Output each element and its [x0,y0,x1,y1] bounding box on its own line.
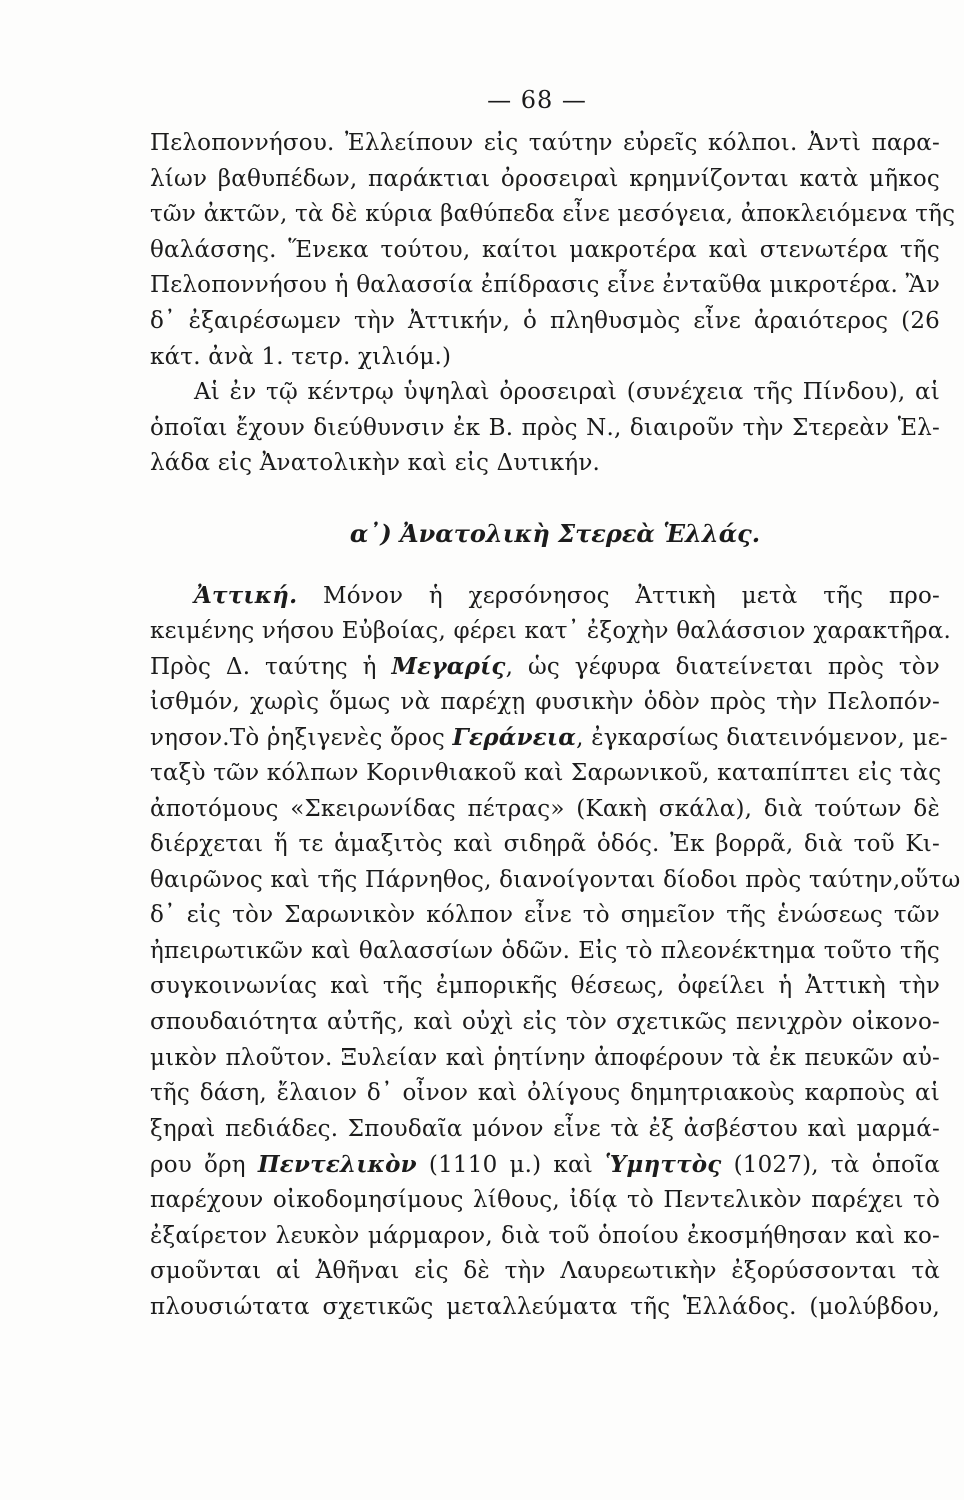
text-line: πλουσιώτατα σχετικῶς μεταλλεύματα τῆς Ἑλλάδος. (μολύβδου, [150,1293,940,1320]
text-line: ἠπειρωτικῶν καὶ θαλασσίων ὁδῶν. Εἰς τὸ πλεονέκτημα τοῦτο τῆς [150,937,940,964]
text-line: ρου ὄρη Πεντελικὸν (1110 μ.) καὶ Ὑμηττὸς (1027), τὰ ὁποῖα [150,1151,940,1179]
text-line: νησον.Τὸ ῥηξιγενὲς ὄρος Γεράνεια, ἐγκαρσίως διατεινόμενον, με- [150,724,948,752]
text-line: διέρχεται ἥ τε ἁμαξιτὸς καὶ σιδηρᾶ ὁδός. Ἐκ βορρᾶ, διὰ τοῦ Κι- [150,831,940,858]
text-line: ἀποτόμους «Σκειρωνίδας πέτρας» (Κακὴ σκάλα), διὰ τούτων δὲ [150,795,940,822]
text-line: ταξὺ τῶν κόλπων Κορινθιακοῦ καὶ Σαρωνικοῦ, καταπίπτει εἰς τὰς [150,759,942,786]
term-megaris: Μεγαρίς [391,653,506,681]
text-line: Πρὸς Δ. ταύτης ἡ Μεγαρίς, ὡς γέφυρα διατείνεται πρὸς τὸν [150,653,940,681]
text-line: κάτ. ἀνὰ 1. τετρ. χιλιόμ.) [150,343,452,370]
text-line: θαιρῶνος καὶ τῆς Πάρνηθος, διανοίγονται δίοδοι πρὸς ταύτην,οὕτω [150,866,961,893]
text-line: δ᾽ ἐξαιρέσωμεν τὴν Ἀττικήν, ὁ πληθυσμὸς εἶνε ἀραιότερος (26 [150,307,940,334]
text-line: Αἱ ἐν τῷ κέντρῳ ὑψηλαὶ ὀροσειραὶ (συνέχεια τῆς Πίνδου), αἱ [194,379,940,406]
text-line: κειμένης νήσου Εὐβοίας, φέρει κατ᾽ ἐξοχὴν θαλάσσιον χαρακτῆρα. [150,617,952,644]
text-line: θαλάσσης. Ἕνεκα τούτου, καίτοι μακροτέρα καὶ στενωτέρα τῆς [150,236,940,263]
text-line: τῶν ἀκτῶν, τὰ δὲ κύρια βαθύπεδα εἶνε μεσόγεια, ἀποκλειόμενα τῆς [150,201,956,228]
text-line: Ἀττική. Μόνον ἡ χερσόνησος Ἀττικὴ μετὰ τῆς προ- [194,581,940,609]
text-line: σμοῦνται αἱ Ἀθῆναι εἰς δὲ τὴν Λαυρεωτικὴν ἐξορύσσονται τὰ [150,1258,940,1285]
section-heading: α᾽) Ἀνατολικὴ Στερεὰ Ἑλλάς. [349,518,761,548]
text-line: λίων βαθυπέδων, παράκτιαι ὀροσειραὶ κρημνίζονται κατὰ μῆκος [150,165,940,192]
text-line: ἰσθμόν, χωρὶς ὅμως νὰ παρέχῃ φυσικὴν ὁδὸν πρὸς τὴν Πελοπόν- [150,688,940,715]
text-line: λάδα εἰς Ἀνατολικὴν καὶ εἰς Δυτικήν. [150,450,601,477]
term-pentelikon: Πεντελικὸν [257,1151,417,1179]
text-line: Πελοποννήσου ἡ θαλασσία ἐπίδρασις εἶνε ἐνταῦθα μικροτέρα. Ἂν [150,272,940,299]
text-line: μικὸν πλοῦτον. Ξυλείαν καὶ ῥητίνην ἀποφέρουν τὰ ἐκ πευκῶν αὐ- [150,1044,940,1071]
text-line: Πελοποννήσου. Ἐλλείπουν εἰς ταύτην εὐρεῖς κόλποι. Ἀντὶ παρα- [150,130,940,156]
term-attiki: Ἀττική. [194,581,298,609]
term-geraneia: Γεράνεια [452,724,577,752]
page-number: — 68 — [487,86,587,114]
body-text [150,126,961,1325]
text-line: παρέχουν οἰκοδομησίμους λίθους, ἰδίᾳ τὸ Πεντελικὸν παρέχει τὸ [150,1187,940,1214]
text-line: συγκοινωνίας καὶ τῆς ἐμπορικῆς θέσεως, ὀφείλει ἡ Ἀττικὴ τὴν [150,973,940,1000]
text-line: σπουδαιότητα αὐτῆς, καὶ οὐχὶ εἰς τὸν σχετικῶς πενιχρὸν οἰκονο- [150,1009,940,1036]
text-line: ἐξαίρετον λευκὸν μάρμαρον, διὰ τοῦ ὁποίου ἐκοσμήθησαν καὶ κο- [150,1222,940,1249]
text-line: δ᾽ εἰς τὸν Σαρωνικὸν κόλπον εἶνε τὸ σημεῖον τῆς ἑνώσεως τῶν [150,902,940,929]
term-ymittos: Ὑμηττὸς [605,1151,722,1179]
text-line: τῆς δάση, ἔλαιον δ᾽ οἶνον καὶ ὀλίγους δημητριακοὺς καρποὺς αἱ [150,1080,940,1107]
text-line: ὁποῖαι ἔχουν διεύθυνσιν ἐκ Β. πρὸς Ν., διαιροῦν τὴν Στερεὰν Ἑλ- [150,414,940,441]
text-line: ξηραὶ πεδιάδες. Σπουδαῖα μόνον εἶνε τὰ ἐξ ἀσβέστου καὶ μαρμά- [150,1115,940,1142]
